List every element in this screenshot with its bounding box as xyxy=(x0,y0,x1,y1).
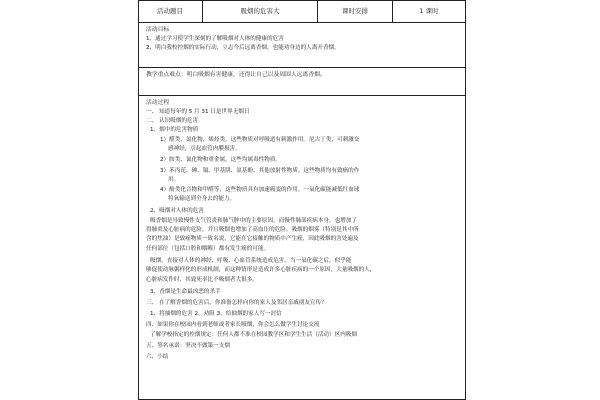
process-line: 2、吸烟对人体的危害 xyxy=(150,208,204,214)
goals-title: 活动目标 xyxy=(146,27,170,33)
process-line: 吸香烟是导致慢性支气管炎和肺气肿中的主要原因，而慢性肺部疾病本身，也增加了 xyxy=(150,218,357,224)
process-line: 4）酚类化合物和甲醛等，这些物质具有加速癌变的作用。一氧化碳能减低红血球 xyxy=(160,187,360,193)
time-value: 1 课时 xyxy=(419,7,439,15)
process-line: 3）苯丙芘、砷、镉、甲基肼、氨基酚、其他放射性物质。这些物质均有致癌的作 xyxy=(160,168,360,174)
process-line: 二、 认识吸烟的危害 xyxy=(146,118,199,124)
row-divider xyxy=(138,95,466,96)
row-divider xyxy=(138,22,466,23)
process-line: 任何部位（包括口腔和咽喉）都有发生癌的可能。 xyxy=(146,246,270,252)
lesson-plan-sheet xyxy=(138,0,466,400)
process-line: 将氧输送到全身去的能力。 xyxy=(168,196,236,202)
process-line: 六、小结 xyxy=(146,354,169,360)
process-line: 1）醛类、氮化物、烯烃类，这些物质对呼吸道有刺激作用。尼古丁类，可刺激交 xyxy=(160,137,360,143)
process-line: 一、 知道每年的 5 月 31 日是世界无烟日 xyxy=(146,109,250,115)
header-row xyxy=(138,0,466,22)
process-line: 感神经，引起血管内膜损害。 xyxy=(168,146,241,152)
process-line: 心脏病发作时，其致死率比不吸烟者大很多。 xyxy=(146,277,258,283)
process-line: 得肺炎及心脏病的危险，并且吸烟也增加了高血压的危险。吸烟的烟雾（特别是其中所 xyxy=(146,227,359,233)
process-line: 3、香烟是生命最凶恶的杀手 xyxy=(150,289,221,295)
time-label: 课时安排 xyxy=(342,7,368,15)
process-line: 吸烟，直接对人体的神经、呼吸、心血管系统造成危害，当一氧化碳之后，似乎能 xyxy=(150,258,352,264)
process-title: 活动过程 xyxy=(146,100,170,106)
process-line: 了解学校指定的控烟规定：任何人都不准在校园教学区和学生生活（活动）区内吸烟 xyxy=(150,332,357,338)
focus-title: 教学重点难点： xyxy=(146,72,187,78)
process-line: 三、 在了解香烟的危害后，你准备怎样向你的家人及邻居亲戚朋友宣传？ xyxy=(146,300,327,306)
focus-row xyxy=(146,71,462,80)
row-divider xyxy=(138,67,466,68)
goal-item: 2、明白我校控烟的实际行动，立志今后远离香烟，也能劝身边的人离开香烟。 xyxy=(146,45,340,51)
process-line: 够促使动脉粥样化的形成机制，而这种情形是造成许多心脏疾病的一个原因，大量吸烟的人， xyxy=(146,267,376,273)
focus-text: 明白吸烟有害健康，还得让自己以及周围人远离香烟。 xyxy=(186,72,326,78)
process-line: 五、签名承诺：坚决不做第一支烟 xyxy=(146,343,230,349)
process-line: 用。 xyxy=(168,177,180,183)
process-line: 2）胺类、氰化物和重金属，这些均属毒性物质。 xyxy=(160,157,282,163)
process-line: 四、如果你在校园内看到老师或者家长吸烟，你会怎么做学生讨论交流 xyxy=(146,322,320,328)
process-line: 1、将抽烟的危害 2、劝阻 3、给抽烟的家人写一封信 xyxy=(150,311,282,317)
process-line: 1、烟中的危害物质 xyxy=(150,127,199,133)
goal-item: 1、通过学习使学生深刻的了解吸烟对人体的健康的危害 xyxy=(146,36,284,42)
topic-value: 吸烟的危害大 xyxy=(240,7,280,15)
topic-label: 活动题目 xyxy=(157,7,183,15)
process-line: 含的焦油）是致癌物质一致名说，它能在它接触的物质中产生癌，因此吸烟的害处遍及 xyxy=(146,236,359,242)
